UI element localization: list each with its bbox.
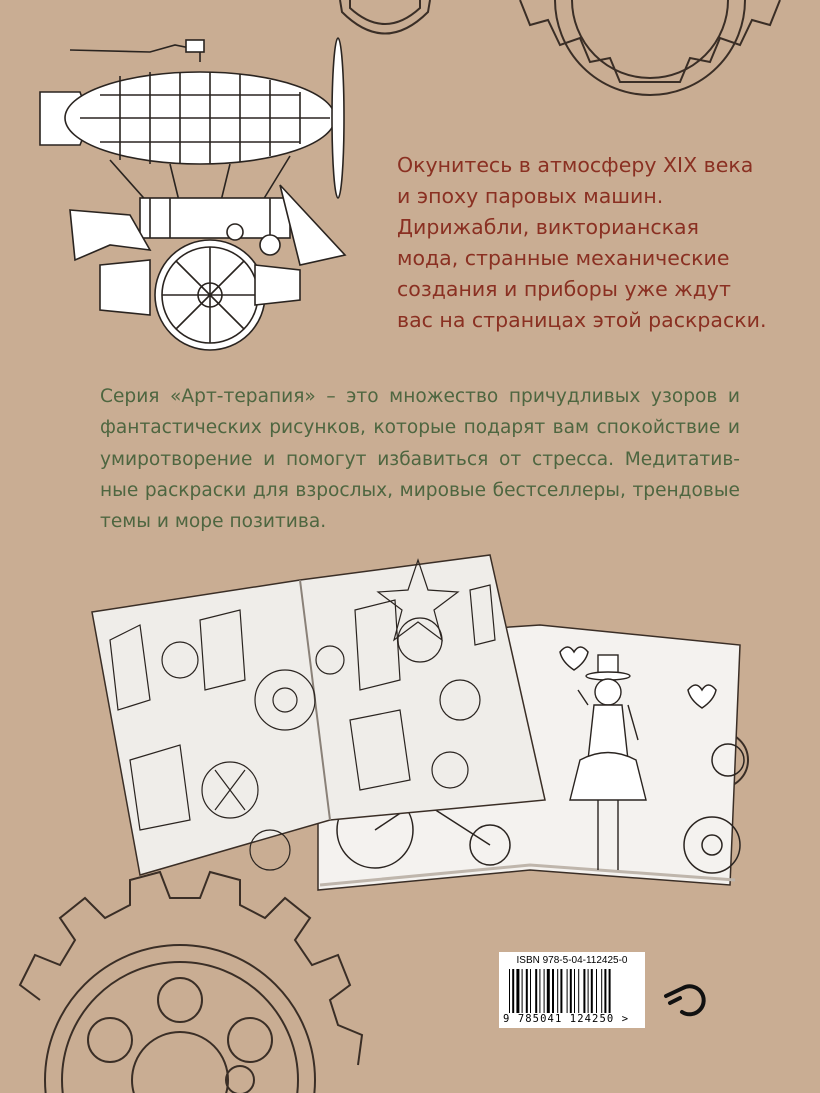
intro-line: создания и приборы уже ждут — [397, 277, 731, 301]
series-line: ные раскраски для взрослых, мировые бестселлеры, трендовые — [100, 479, 740, 501]
intro-line: мода, странные механические — [397, 246, 730, 270]
intro-line: и эпоху паровых машин. — [397, 184, 664, 208]
series-line: фантастических рисунков, которые подарят вам спокойствие и — [100, 417, 740, 439]
barcode-digits: 9 785041 124250 > — [503, 1013, 630, 1025]
isbn-label: ISBN 978-5-04-112425-0 — [516, 955, 628, 966]
intro-line: Дирижабли, викторианская — [397, 215, 699, 239]
intro-line: вас на страницах этой раскраски. — [397, 308, 767, 332]
series-line: темы и море позитива. — [100, 511, 327, 533]
intro-line: Окунитесь в атмосферу XIX века — [397, 153, 754, 177]
series-line: умиротворение и помогут избавиться от стресса. Медитатив- — [100, 448, 740, 470]
series-line: Серия «Арт-терапия» – это множество причудливых узоров и — [100, 386, 740, 407]
